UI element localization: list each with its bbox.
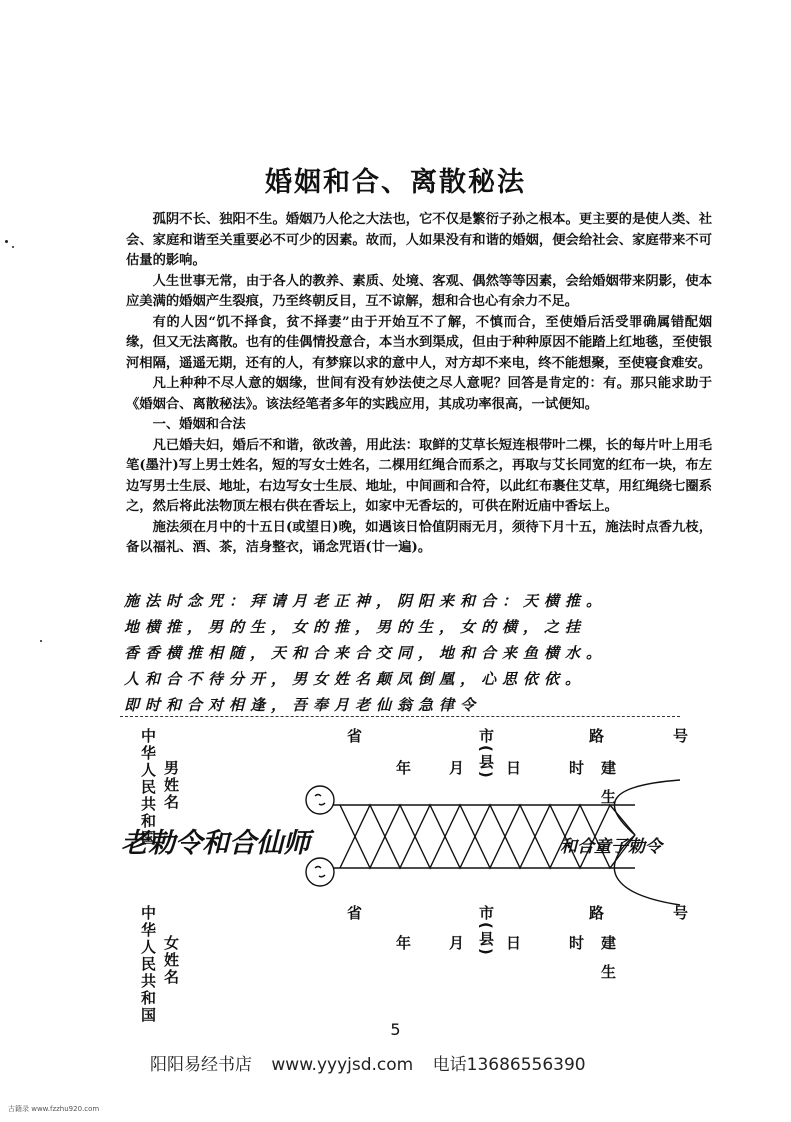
face-mark — [315, 867, 325, 877]
female-road-label: 路 — [587, 905, 605, 922]
section-heading: 一、婚姻和合法 — [152, 417, 246, 432]
female-hour-label: 时 — [567, 935, 585, 952]
male-hour-label: 时 — [567, 760, 585, 777]
talisman-left-text: 老勅令和合仙师 — [121, 828, 310, 859]
male-province-label: 省 — [345, 728, 363, 745]
paragraph: 施法须在月中的十五日(或望日)晚，如遇该日恰值阴雨无月，须待下月十五，施法时点香九枝，备以福礼、酒、茶，洁身整衣，诵念咒语(廿一遍)。 — [126, 519, 712, 555]
article-body — [126, 210, 712, 559]
female-birth-label: 建生 — [599, 935, 617, 993]
female-number-label: 号 — [671, 905, 689, 922]
scan-speck — [12, 246, 14, 248]
scan-speck — [40, 640, 42, 642]
male-month-label: 月 — [447, 760, 465, 777]
paragraph: 孤阴不长、独阳不生。婚姻乃人伦之大法也，它不仅是繁衍子孙之根本。更主要的是使人类、社会、家庭和谐至关重要必不可少的因素。故而，人如果没有和谐的婚姻，便会给社会、家庭带来不可估量的影响。 — [126, 212, 712, 268]
hehe-talisman-drawing — [115, 760, 715, 920]
incantation-line: 人和合不待分开，男女姓名颠凤倒凰，心思依依。 — [124, 670, 587, 688]
male-number-label: 号 — [671, 728, 689, 745]
female-province-label: 省 — [345, 905, 363, 922]
publisher-name: 阳阳易经书店 — [150, 1055, 252, 1075]
male-city-label: 市(县) — [477, 728, 495, 780]
publisher-phone: 电话13686556390 — [432, 1055, 586, 1075]
female-year-label: 年 — [394, 935, 412, 952]
male-day-label: 日 — [504, 760, 522, 777]
male-birth-label: 建生 — [599, 760, 617, 818]
divider — [120, 716, 680, 717]
paragraph: 人生世事无常，由于各人的教养、素质、处境、客观、偶然等等因素，会给婚姻带来阴影，使本应美满的婚姻产生裂痕，乃至终朝反目，互不谅解，想和合也心有余力不足。 — [126, 273, 712, 309]
male-head-icon — [306, 786, 334, 814]
incantation-line: 即时和合对相逢，吾奉月老仙翁急律令 — [124, 696, 482, 714]
female-name-label: 女姓名 — [162, 935, 180, 986]
female-city-label: 市(县) — [477, 905, 495, 957]
female-country-label: 中华人民共和国 — [139, 905, 157, 1024]
male-country-label: 中华人民共和国 — [139, 728, 157, 847]
male-year-label: 年 — [394, 760, 412, 777]
scan-speck — [5, 240, 8, 243]
publisher-website: www.yyyjsd.com — [271, 1055, 414, 1075]
incantation-block — [124, 588, 714, 718]
corner-watermark: 古籍录 www.fzzhu920.com — [8, 1105, 100, 1113]
female-month-label: 月 — [447, 935, 465, 952]
female-day-label: 日 — [504, 935, 522, 952]
page-number: 5 — [390, 1020, 401, 1039]
incantation-line: 香香横推相随，天和合来合交同，地和合来鱼横水。 — [124, 644, 608, 662]
talisman-curve — [614, 780, 680, 835]
talisman-right-text: 和合童子勅令 — [560, 837, 662, 857]
male-name-label: 男姓名 — [162, 760, 180, 811]
incantation-line: 施法时念咒：拜请月老正神，阴阳来和合：天横推。 — [124, 592, 608, 610]
incantation-line: 地横推，男的生，女的推，男的生，女的横，之挂 — [124, 618, 587, 636]
paragraph: 有的人因“饥不择食，贫不择妻”由于开始互不了解，不慎而合，至使婚后活受罪确属错配姻缘，但又无法离散。也有的佳偶情投意合，本当水到渠成，但由于种种原因不能踏上红地毯，至使银河相隔，遥遥无期，还有的人，有梦寐以求的意中人，对方却不来电，终不能想聚，至使寝食难安。 — [126, 314, 712, 371]
paragraph: 凡上种种不尽人意的姻缘，世间有没有妙法使之尽人意呢？回答是肯定的：有。那只能求助于《婚姻合、离散秘法》。该法经笔者多年的实践应用，其成功率很高，一试便知。 — [126, 376, 712, 412]
page-title: 婚姻和合、离散秘法 — [265, 167, 526, 198]
male-road-label: 路 — [587, 728, 605, 745]
face-mark — [315, 795, 325, 805]
publisher-footer — [150, 1050, 710, 1075]
female-head-icon — [306, 858, 334, 886]
paragraph: 凡已婚夫妇，婚后不和谐，欲改善，用此法：取鲜的艾草长短连根带叶二棵，长的每片叶上用毛笔(墨汁)写上男士姓名，短的写女士姓名，二棵用红绳合而系之，再取与艾长同宽的红布一块，布左边写男士生辰、地址，右边写女士生辰、地址，中间画和合符，以此红布裹住艾草，用红绳绕七圈系之，然后将此法物顶左根右供在香坛上，如家中无香坛的，可供在附近庙中香坛上。 — [126, 437, 712, 514]
